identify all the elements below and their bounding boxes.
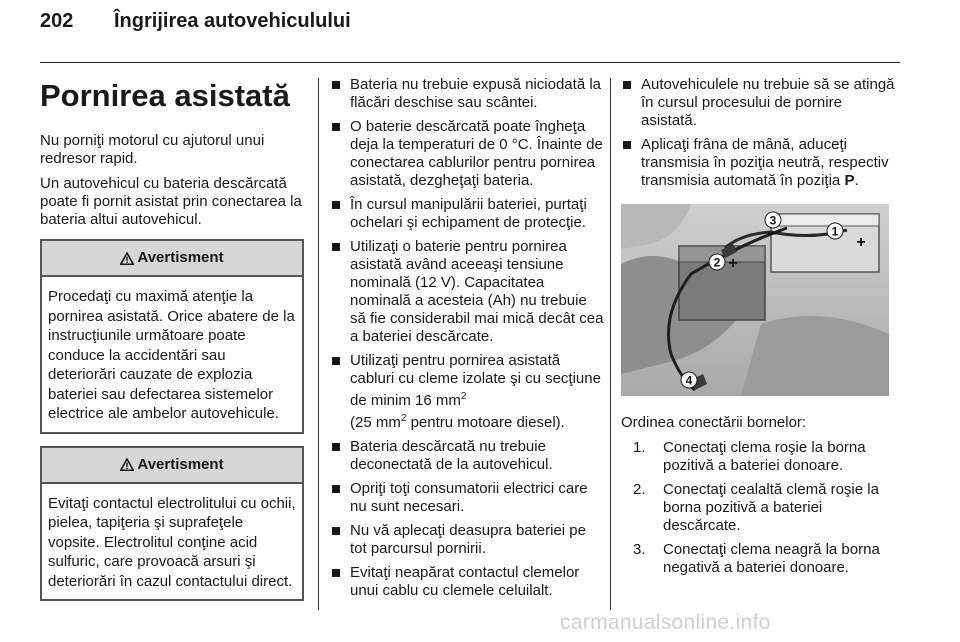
warning-text: Evitaţi contactul electrolitului cu ochii, pielea, tapiţeria şi suprafeţele vopsite. Electrolitul conţine acid sulfuric, care provoacă arsuri şi deteriorări în cazul contactului direct. [48, 494, 296, 590]
step-item [621, 541, 901, 577]
cable-sup-a: 2 [460, 391, 467, 402]
list-item: În cursul manipulării bateriei, purtaţi ochelari şi echipament de protecţie. [330, 196, 605, 232]
list-item: Autovehiculele nu trebuie să se atingă în cursul procesului de pornire asistată. [621, 76, 901, 130]
column-3 [621, 76, 901, 583]
cable-text-b: (25 mm [350, 414, 401, 431]
column-separator-1 [318, 78, 319, 610]
intro-paragraph-1: Nu porniţi motorul cu ajutorul unui redresor rapid. [40, 132, 265, 167]
order-heading: Ordinea conectării bornelor: [621, 414, 807, 431]
chapter-title: Îngrijirea autovehiculului [114, 10, 351, 32]
warning-text: Procedaţi cu maximă atenţie la pornirea asistată. Orice abatere de la instrucţiunile următoare poate conduce la accidentări sau deteriorări cauzate de explozia bateriei sau defectarea sistemelor electrice ale ambelor autovehicule. [48, 288, 295, 422]
callout-1 [827, 223, 843, 239]
step-text: Conectaţi clema neagră la borna negativă a bateriei donoare. [663, 541, 880, 576]
list-item: Opriţi toţi consumatorii electrici care nu sunt necesari. [330, 480, 605, 516]
engine-parts-shading-2 [741, 316, 889, 396]
warning-triangle-icon [120, 458, 134, 471]
gear-position-p: P [844, 172, 855, 189]
step-text: Conectaţi cealaltă clemă roşie la borna pozitivă a bateriei descărcate. [663, 481, 879, 534]
list-item-cables [330, 352, 605, 432]
battery-jumpstart-figure [621, 204, 889, 396]
warning-box-1 [40, 239, 304, 434]
step-text: Conectaţi clema roşie la borna pozitivă a bateriei donoare. [663, 439, 866, 474]
step-number: 2. [633, 481, 646, 498]
section-title: Pornirea asistată [40, 78, 290, 113]
warning-header [42, 448, 302, 484]
precautions-list [330, 76, 605, 600]
column-separator-2 [610, 78, 611, 610]
callout-3-label: 3 [769, 213, 777, 228]
watermark: carmanualsonline.info [560, 611, 771, 634]
step-number: 3. [633, 541, 646, 558]
callout-4-label: 4 [685, 373, 693, 388]
step-number: 1. [633, 439, 646, 456]
list-item: Utilizaţi o baterie pentru pornirea asistată având aceeaşi tensiune nominală (12 V). Capacitatea nominală a acesteia (Ah) nu trebuie să fie considerabil mai mică decât cea a bateriei descărcate. [330, 238, 605, 346]
minus-sign-donor: − [767, 226, 777, 243]
callout-2-label: 2 [713, 255, 721, 270]
gear-text: Aplicaţi frâna de mână, aduceţi transmisia în poziţia neutră, respectiv transmisia automată în poziţia [641, 136, 889, 189]
list-item-gear [621, 136, 901, 190]
cable-text-a: Utilizaţi pentru pornirea asistată cabluri cu cleme izolate şi cu secţiune de minim 16 mm [350, 352, 601, 409]
cable-text-c: pentru motoare diesel). [406, 414, 565, 431]
preparation-list [621, 76, 901, 190]
plus-sign-donor: + [856, 234, 866, 251]
gear-text-end: . [854, 172, 859, 189]
warning-title: Avertisment [137, 455, 224, 473]
plus-sign-discharged: + [728, 255, 738, 272]
callout-4 [681, 372, 697, 388]
column-2 [330, 76, 605, 606]
list-item: O baterie descărcată poate îngheţa deja la temperaturi de 0 °C. Înainte de conectarea cablurilor pentru pornirea asistată, dezgheţaţi bateria. [330, 118, 605, 190]
list-item: Evitaţi neapărat contactul clemelor unui cablu cu clemele celuilalt. [330, 564, 605, 600]
list-item: Nu vă aplecaţi deasupra bateriei pe tot parcursul pornirii. [330, 522, 605, 558]
column-1 [40, 76, 304, 601]
list-item: Bateria descărcată nu trebuie deconectată de la autovehicul. [330, 438, 605, 474]
warning-triangle-icon [120, 252, 134, 265]
connection-steps [621, 439, 901, 577]
warning-title: Avertisment [137, 249, 224, 266]
step-item [621, 439, 901, 475]
step-item [621, 481, 901, 535]
list-item: Bateria nu trebuie expusă niciodată la flăcări deschise sau scântei. [330, 76, 605, 112]
callout-1-label: 1 [831, 224, 839, 239]
cable-sup-b: 2 [400, 413, 407, 424]
page-number: 202 [40, 10, 74, 32]
callout-2 [709, 254, 725, 270]
warning-box-2 [40, 446, 304, 602]
donor-battery-top [771, 214, 879, 226]
intro-paragraph-2: Un autovehicul cu bateria descărcată poate fi pornit asistat prin conectarea la bateria altui autovehicul. [40, 175, 302, 228]
warning-header [42, 241, 302, 277]
header-rule [40, 62, 900, 63]
